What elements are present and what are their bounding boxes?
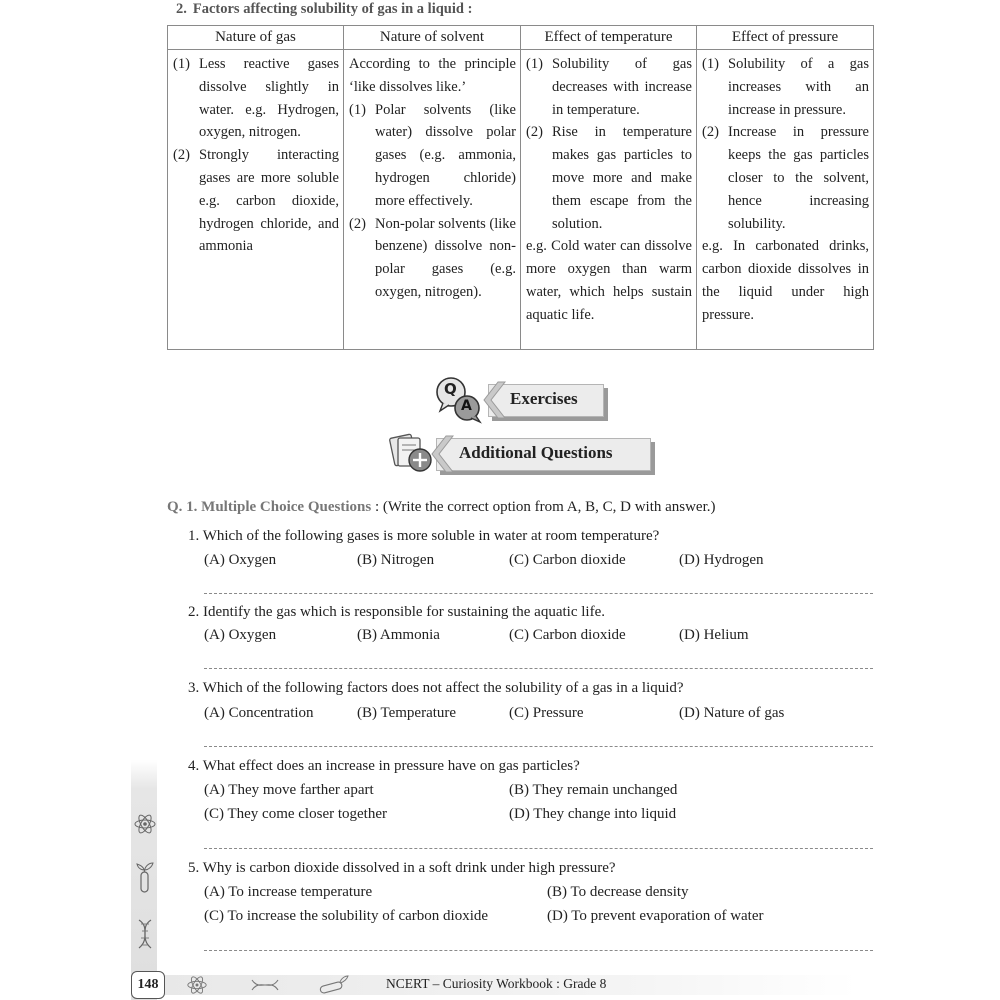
q2-option-a: (A) Oxygen — [204, 627, 277, 643]
test-tube-plant-icon — [134, 860, 156, 894]
item-marker: (1) — [349, 101, 366, 118]
mcq-instruction: : (Write the correct option from A, B, C, D with answer.) — [374, 499, 716, 515]
item-text: Solubility of gas decreases with increase in temperature. — [552, 56, 692, 118]
list-item — [526, 121, 692, 235]
q2-option-d: (D) Helium — [679, 627, 749, 643]
temperature-example: e.g. Cold water can dissolve more oxygen than warm water, which helps sustain aquatic life. — [526, 238, 692, 323]
q1-option-d: (D) Hydrogen — [679, 552, 764, 568]
table-row — [168, 50, 874, 350]
solubility-factors-table — [167, 25, 874, 350]
cell-effect-of-pressure — [697, 50, 874, 350]
table-header-row — [168, 26, 874, 50]
q4-option-c: (C) They come closer together — [204, 806, 387, 822]
q5-option-b: (B) To decrease density — [547, 884, 689, 900]
question-1: 1. Which of the following gases is more soluble in water at room temperature? — [188, 528, 660, 544]
qa-icon-a: A — [461, 398, 472, 414]
question-4: 4. What effect does an increase in pressure have on gas particles? — [188, 758, 580, 774]
item-text: Rise in temperature makes gas particles to move more and make them escape from the solution. — [552, 124, 692, 232]
header-nature-of-solvent: Nature of solvent — [344, 26, 521, 50]
header-effect-of-pressure: Effect of pressure — [697, 26, 874, 50]
item-marker: (1) — [526, 56, 543, 72]
answer-line-5 — [204, 950, 873, 951]
cell-nature-of-gas — [168, 50, 344, 350]
section-number: 2. — [176, 1, 187, 17]
plus-notes-icon — [388, 430, 436, 474]
list-item — [349, 213, 516, 304]
item-marker: (1) — [702, 56, 719, 72]
answer-line-1 — [204, 593, 873, 594]
item-marker: (2) — [173, 147, 190, 164]
q3-option-b: (B) Temperature — [357, 705, 457, 721]
q5-option-d: (D) To prevent evaporation of water — [547, 908, 764, 924]
list-item — [526, 53, 692, 121]
solvent-intro: According to the principle ‘like dissolves like.’ — [349, 56, 516, 95]
list-item — [702, 121, 869, 235]
header-effect-of-temperature: Effect of temperature — [521, 26, 697, 50]
additional-questions-title: Additional Questions — [459, 443, 613, 462]
list-item — [173, 144, 339, 258]
q5-option-c: (C) To increase the solubility of carbon dioxide — [204, 908, 489, 924]
q5-option-a: (A) To increase temperature — [204, 884, 373, 900]
header-nature-of-gas: Nature of gas — [168, 26, 344, 50]
qa-chat-icon — [434, 375, 484, 425]
list-item — [349, 99, 516, 213]
list-item — [702, 53, 869, 121]
q4-option-b: (B) They remain unchanged — [509, 782, 678, 798]
section-title: Factors affecting solubility of gas in a liquid : — [192, 1, 473, 17]
question-5: 5. Why is carbon dioxide dissolved in a soft drink under high pressure? — [188, 860, 616, 876]
qa-icon-q: Q — [444, 380, 457, 398]
answer-line-3 — [204, 746, 873, 747]
answer-line-4 — [204, 848, 873, 849]
item-text: Less reactive gases dissolve slightly in water. e.g. Hydrogen, oxygen, nitrogen. — [199, 56, 339, 141]
item-text: Polar solvents (like water) dissolve polar gases (e.g. ammonia, hydrogen chloride) more effectively. — [375, 101, 516, 209]
q4-option-d: (D) They change into liquid — [509, 806, 677, 822]
mcq-number: Q. 1. — [167, 499, 198, 515]
question-2: 2. Identify the gas which is responsible for sustaining the aquatic life. — [188, 604, 605, 620]
footer-atom-icon — [186, 974, 208, 996]
item-text: Strongly interacting gases are more soluble e.g. carbon dioxide, hydrogen chloride, and ammonia — [199, 147, 339, 255]
q1-option-a: (A) Oxygen — [204, 552, 277, 568]
list-item — [173, 53, 339, 144]
q3-option-d: (D) Nature of gas — [679, 705, 785, 721]
q1-option-c: (C) Carbon dioxide — [509, 552, 626, 568]
mcq-heading — [167, 499, 716, 516]
q4-option-a: (A) They move farther apart — [204, 782, 374, 798]
atom-icon — [133, 812, 157, 836]
answer-line-2 — [204, 668, 873, 669]
item-text: Increase in pressure keeps the gas particles closer to the solvent, hence increasing solubility. — [728, 124, 869, 232]
item-text: Non-polar solvents (like benzene) dissolve non-polar gases (e.g. oxygen, nitrogen). — [375, 215, 516, 300]
pressure-example: e.g. In carbonated drinks, carbon dioxide dissolves in the liquid under high pressure. — [702, 238, 869, 323]
footer-book-title: NCERT – Curiosity Workbook : Grade 8 — [386, 976, 607, 991]
mcq-title: Multiple Choice Questions — [201, 499, 372, 515]
q1-option-b: (B) Nitrogen — [357, 552, 435, 568]
item-marker: (2) — [702, 124, 719, 141]
q2-option-c: (C) Carbon dioxide — [509, 627, 626, 643]
footer-dna-icon — [250, 976, 280, 994]
dna-icon — [134, 918, 156, 950]
q3-option-c: (C) Pressure — [509, 705, 584, 721]
footer-test-tube-icon — [318, 974, 350, 996]
page-number: 148 — [131, 971, 165, 999]
cell-nature-of-solvent — [344, 50, 521, 350]
question-3: 3. Which of the following factors does not affect the solubility of a gas in a liquid? — [188, 680, 684, 696]
item-text: Solubility of a gas increases with an increase in pressure. — [728, 56, 869, 118]
item-marker: (2) — [526, 124, 543, 141]
exercises-title: Exercises — [510, 389, 578, 408]
section-heading — [176, 1, 472, 18]
q3-option-a: (A) Concentration — [204, 705, 314, 721]
q2-option-b: (B) Ammonia — [357, 627, 440, 643]
cell-effect-of-temperature — [521, 50, 697, 350]
item-marker: (2) — [349, 215, 366, 232]
item-marker: (1) — [173, 56, 190, 72]
